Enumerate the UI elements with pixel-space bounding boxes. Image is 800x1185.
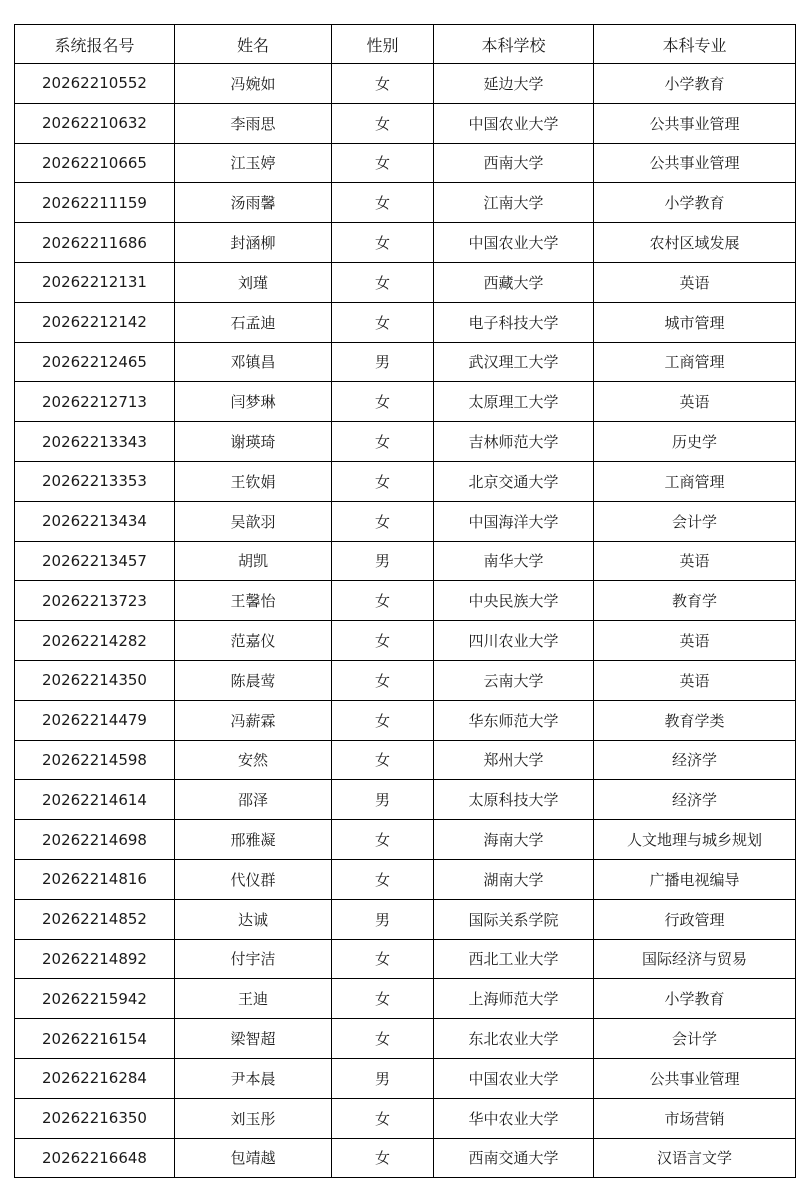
- undergrad-school-cell: 江南大学: [434, 183, 594, 223]
- table-row: [15, 1058, 796, 1098]
- table-body: [15, 64, 796, 1178]
- undergrad-major-cell: 市场营销: [594, 1098, 796, 1138]
- name-cell: 汤雨馨: [175, 183, 332, 223]
- undergrad-school-cell: 西南交通大学: [434, 1138, 594, 1178]
- name-cell: 封涵柳: [175, 223, 332, 263]
- name-cell: 尹本晨: [175, 1058, 332, 1098]
- undergrad-school-cell: 云南大学: [434, 660, 594, 700]
- name-cell: 胡凯: [175, 541, 332, 581]
- registration-id-cell: 20262211159: [15, 183, 175, 223]
- gender-cell: 女: [332, 262, 434, 302]
- gender-cell: 女: [332, 382, 434, 422]
- registration-id-cell: 20262213434: [15, 501, 175, 541]
- registration-id-cell: 20262214614: [15, 780, 175, 820]
- registration-id-cell: 20262216284: [15, 1058, 175, 1098]
- undergrad-major-cell: 英语: [594, 382, 796, 422]
- name-cell: 刘瑾: [175, 262, 332, 302]
- undergrad-school-cell: 延边大学: [434, 64, 594, 104]
- undergrad-school-cell: 西南大学: [434, 143, 594, 183]
- table-row: [15, 262, 796, 302]
- document-page: [14, 24, 796, 1178]
- gender-cell: 女: [332, 461, 434, 501]
- undergrad-major-cell: 公共事业管理: [594, 103, 796, 143]
- table-row: [15, 979, 796, 1019]
- undergrad-school-cell: 国际关系学院: [434, 899, 594, 939]
- undergrad-school-cell: 湖南大学: [434, 859, 594, 899]
- undergrad-school-cell: 西北工业大学: [434, 939, 594, 979]
- name-cell: 邵泽: [175, 780, 332, 820]
- table-row: [15, 899, 796, 939]
- header-undergrad-major: 本科专业: [594, 25, 796, 64]
- undergrad-major-cell: 教育学类: [594, 700, 796, 740]
- registration-id-cell: 20262213353: [15, 461, 175, 501]
- name-cell: 范嘉仪: [175, 621, 332, 661]
- registration-id-cell: 20262214479: [15, 700, 175, 740]
- registration-id-cell: 20262213723: [15, 581, 175, 621]
- table-row: [15, 64, 796, 104]
- registration-id-cell: 20262212142: [15, 302, 175, 342]
- registration-id-cell: 20262215942: [15, 979, 175, 1019]
- undergrad-major-cell: 汉语言文学: [594, 1138, 796, 1178]
- name-cell: 王迪: [175, 979, 332, 1019]
- gender-cell: 女: [332, 660, 434, 700]
- undergrad-school-cell: 郑州大学: [434, 740, 594, 780]
- undergrad-school-cell: 南华大学: [434, 541, 594, 581]
- name-cell: 闫梦琳: [175, 382, 332, 422]
- gender-cell: 女: [332, 740, 434, 780]
- undergrad-major-cell: 公共事业管理: [594, 1058, 796, 1098]
- undergrad-major-cell: 国际经济与贸易: [594, 939, 796, 979]
- gender-cell: 男: [332, 780, 434, 820]
- undergrad-school-cell: 北京交通大学: [434, 461, 594, 501]
- name-cell: 梁智超: [175, 1019, 332, 1059]
- gender-cell: 女: [332, 422, 434, 462]
- undergrad-school-cell: 西藏大学: [434, 262, 594, 302]
- gender-cell: 女: [332, 859, 434, 899]
- table-header-row: [15, 25, 796, 64]
- table-row: [15, 501, 796, 541]
- table-row: [15, 581, 796, 621]
- undergrad-school-cell: 华中农业大学: [434, 1098, 594, 1138]
- name-cell: 王钦娟: [175, 461, 332, 501]
- gender-cell: 女: [332, 700, 434, 740]
- registration-id-cell: 20262216648: [15, 1138, 175, 1178]
- undergrad-school-cell: 华东师范大学: [434, 700, 594, 740]
- registration-id-cell: 20262210552: [15, 64, 175, 104]
- undergrad-school-cell: 四川农业大学: [434, 621, 594, 661]
- gender-cell: 女: [332, 979, 434, 1019]
- table-row: [15, 302, 796, 342]
- undergrad-school-cell: 太原理工大学: [434, 382, 594, 422]
- gender-cell: 女: [332, 939, 434, 979]
- name-cell: 冯婉如: [175, 64, 332, 104]
- undergrad-major-cell: 英语: [594, 262, 796, 302]
- undergrad-major-cell: 农村区域发展: [594, 223, 796, 263]
- registration-id-cell: 20262214816: [15, 859, 175, 899]
- undergrad-major-cell: 历史学: [594, 422, 796, 462]
- undergrad-school-cell: 武汉理工大学: [434, 342, 594, 382]
- registration-id-cell: 20262216350: [15, 1098, 175, 1138]
- registration-id-cell: 20262216154: [15, 1019, 175, 1059]
- table-row: [15, 939, 796, 979]
- registration-id-cell: 20262213343: [15, 422, 175, 462]
- undergrad-major-cell: 工商管理: [594, 461, 796, 501]
- name-cell: 邢雅凝: [175, 820, 332, 860]
- table-row: [15, 820, 796, 860]
- registration-id-cell: 20262212465: [15, 342, 175, 382]
- name-cell: 江玉婷: [175, 143, 332, 183]
- undergrad-major-cell: 经济学: [594, 780, 796, 820]
- undergrad-major-cell: 小学教育: [594, 64, 796, 104]
- undergrad-major-cell: 小学教育: [594, 979, 796, 1019]
- gender-cell: 男: [332, 541, 434, 581]
- undergrad-school-cell: 东北农业大学: [434, 1019, 594, 1059]
- table-row: [15, 859, 796, 899]
- gender-cell: 男: [332, 1058, 434, 1098]
- undergrad-school-cell: 中国农业大学: [434, 103, 594, 143]
- name-cell: 王馨怡: [175, 581, 332, 621]
- undergrad-major-cell: 英语: [594, 621, 796, 661]
- name-cell: 邓镇昌: [175, 342, 332, 382]
- undergrad-major-cell: 广播电视编导: [594, 859, 796, 899]
- registration-id-cell: 20262214852: [15, 899, 175, 939]
- gender-cell: 男: [332, 899, 434, 939]
- registration-id-cell: 20262214892: [15, 939, 175, 979]
- name-cell: 刘玉彤: [175, 1098, 332, 1138]
- table-row: [15, 541, 796, 581]
- undergrad-major-cell: 会计学: [594, 1019, 796, 1059]
- undergrad-school-cell: 中国农业大学: [434, 223, 594, 263]
- header-gender: 性别: [332, 25, 434, 64]
- undergrad-major-cell: 英语: [594, 660, 796, 700]
- table-row: [15, 461, 796, 501]
- table-row: [15, 103, 796, 143]
- table-row: [15, 740, 796, 780]
- table-row: [15, 143, 796, 183]
- registration-id-cell: 20262211686: [15, 223, 175, 263]
- gender-cell: 女: [332, 64, 434, 104]
- registration-id-cell: 20262214698: [15, 820, 175, 860]
- undergrad-school-cell: 太原科技大学: [434, 780, 594, 820]
- undergrad-school-cell: 中国农业大学: [434, 1058, 594, 1098]
- undergrad-major-cell: 小学教育: [594, 183, 796, 223]
- gender-cell: 女: [332, 223, 434, 263]
- gender-cell: 女: [332, 143, 434, 183]
- name-cell: 包靖越: [175, 1138, 332, 1178]
- header-undergrad-school: 本科学校: [434, 25, 594, 64]
- header-name: 姓名: [175, 25, 332, 64]
- name-cell: 达诚: [175, 899, 332, 939]
- registration-id-cell: 20262214598: [15, 740, 175, 780]
- gender-cell: 女: [332, 820, 434, 860]
- gender-cell: 女: [332, 581, 434, 621]
- name-cell: 陈晨莺: [175, 660, 332, 700]
- undergrad-school-cell: 吉林师范大学: [434, 422, 594, 462]
- registration-id-cell: 20262210632: [15, 103, 175, 143]
- undergrad-major-cell: 行政管理: [594, 899, 796, 939]
- gender-cell: 女: [332, 302, 434, 342]
- gender-cell: 女: [332, 183, 434, 223]
- name-cell: 李雨思: [175, 103, 332, 143]
- table-row: [15, 660, 796, 700]
- undergrad-school-cell: 电子科技大学: [434, 302, 594, 342]
- table-row: [15, 780, 796, 820]
- undergrad-major-cell: 经济学: [594, 740, 796, 780]
- name-cell: 代仪群: [175, 859, 332, 899]
- undergrad-major-cell: 城市管理: [594, 302, 796, 342]
- undergrad-major-cell: 教育学: [594, 581, 796, 621]
- name-cell: 吴歆羽: [175, 501, 332, 541]
- gender-cell: 女: [332, 103, 434, 143]
- undergrad-major-cell: 英语: [594, 541, 796, 581]
- registration-id-cell: 20262213457: [15, 541, 175, 581]
- undergrad-major-cell: 会计学: [594, 501, 796, 541]
- header-registration-id: 系统报名号: [15, 25, 175, 64]
- gender-cell: 女: [332, 1019, 434, 1059]
- admission-list-table: [14, 24, 796, 1178]
- undergrad-major-cell: 工商管理: [594, 342, 796, 382]
- registration-id-cell: 20262212713: [15, 382, 175, 422]
- name-cell: 安然: [175, 740, 332, 780]
- table-row: [15, 1019, 796, 1059]
- table-row: [15, 1138, 796, 1178]
- gender-cell: 女: [332, 1098, 434, 1138]
- name-cell: 谢瑛琦: [175, 422, 332, 462]
- undergrad-major-cell: 人文地理与城乡规划: [594, 820, 796, 860]
- gender-cell: 女: [332, 501, 434, 541]
- table-row: [15, 382, 796, 422]
- table-row: [15, 621, 796, 661]
- table-row: [15, 1098, 796, 1138]
- registration-id-cell: 20262214350: [15, 660, 175, 700]
- undergrad-school-cell: 海南大学: [434, 820, 594, 860]
- undergrad-school-cell: 中央民族大学: [434, 581, 594, 621]
- gender-cell: 男: [332, 342, 434, 382]
- registration-id-cell: 20262210665: [15, 143, 175, 183]
- undergrad-school-cell: 中国海洋大学: [434, 501, 594, 541]
- registration-id-cell: 20262212131: [15, 262, 175, 302]
- table-row: [15, 183, 796, 223]
- name-cell: 冯薪霖: [175, 700, 332, 740]
- table-row: [15, 342, 796, 382]
- undergrad-major-cell: 公共事业管理: [594, 143, 796, 183]
- undergrad-school-cell: 上海师范大学: [434, 979, 594, 1019]
- name-cell: 付宇洁: [175, 939, 332, 979]
- gender-cell: 女: [332, 1138, 434, 1178]
- gender-cell: 女: [332, 621, 434, 661]
- table-row: [15, 223, 796, 263]
- name-cell: 石孟迪: [175, 302, 332, 342]
- table-row: [15, 700, 796, 740]
- table-row: [15, 422, 796, 462]
- registration-id-cell: 20262214282: [15, 621, 175, 661]
